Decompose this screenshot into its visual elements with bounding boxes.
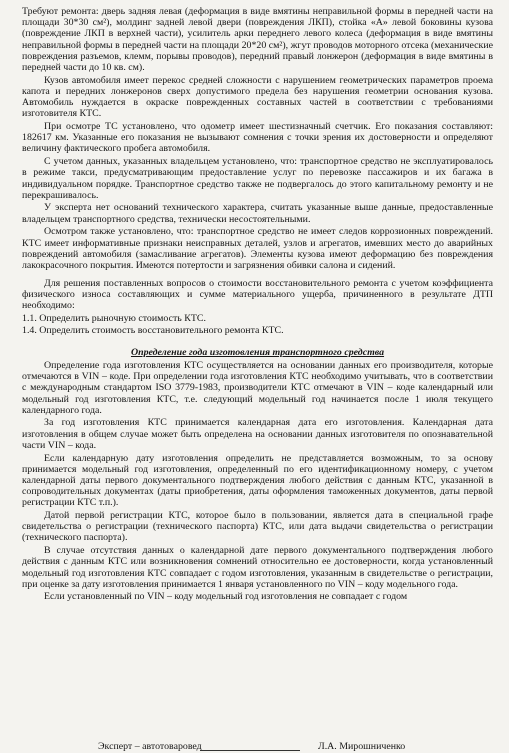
paragraph-calendar-date: За год изготовления КТС принимается календарная дата его изготовления. Календарная дата изготовления в общем случае может быть определена на основании данных изготовителя по опознавательной части VIN – кода. bbox=[22, 417, 493, 451]
paragraph-tasks-intro: Для решения поставленных вопросов о стоимости восстановительного ремонта с учетом коэффициента физического износа составляющих и сумме материального ущерба, причиненного в результате ДТП необходимо: bbox=[22, 277, 493, 312]
paragraph-expert-opinion: У эксперта нет оснований технического характера, считать указанные выше данные, предоставленные владельцем транспортного средства, технически несостоятельными. bbox=[22, 202, 493, 225]
section-title: Определение года изготовления транспортного средства bbox=[130, 347, 385, 359]
expert-role: Эксперт – автотоваровед bbox=[98, 741, 202, 752]
paragraph-model-year: Если календарную дату изготовления определить не представляется возможным, то за основу принимается модельный год изготовления, определенный по его идентификационному номеру, с учетом календарной даты первого документального подтверждения любого действия с данным КТС, указанной в сопроводительных документах (даты приобретения, даты оформления таможенных документов, даты первой регистрации КТС т.п.). bbox=[22, 452, 493, 509]
paragraph-inspection: Осмотром также установлено, что: транспортное средство не имеет следов коррозионных повреждений. КТС имеет информативные признаки неисправных деталей, узлов и агрегатов, имевших место до аварийных повреждений автомобиля (замасливание агрегатов). Элементы кузова имеют деформацию без повреждения лакокрасочного покрытия. Имеются потертости и загрязнения обивки салона и сидений. bbox=[22, 226, 493, 271]
task-list-item: 1.4. Определить стоимость восстановительного ремонта КТС. bbox=[22, 325, 284, 337]
spacer bbox=[22, 338, 493, 347]
paragraph-mismatch-case: Если установленный по VIN – коду модельный год изготовления не совпадает с годом bbox=[44, 591, 408, 603]
signature-footer bbox=[22, 741, 493, 753]
paragraph-first-registration: Датой первой регистрации КТС, которое было в пользовании, является дата в специальной графе свидетельства о регистрации (технического паспорта) КТС, или дата выдачи свидетельства о регистрации (технического паспорта). bbox=[22, 510, 493, 544]
paragraph-no-data-case: В случае отсутствия данных о календарной дате первого документального подтверждения любого действия с данным КТС или возникновения сомнений относительно ее достоверности, когда установленный модельный год изготовления КТС совпадает с годом изготовления, указанным в свидетельстве о регистрации, при оценке за дату изготовления принимается 1 января установленного по VIN – коду модельного года. bbox=[22, 545, 493, 590]
expert-name: Л.А. Мирошниченко bbox=[318, 741, 406, 752]
paragraph-odometer: При осмотре ТС установлено, что одометр имеет шестизначный счетчик. Его показания составляют: 182617 км. Указанные его показания не вызывают сомнения с точки зрения их достоверности и определяют величину фактического пробега автомобиля. bbox=[22, 121, 493, 155]
paragraph-year-definition: Определение года изготовления КТС осуществляется на основании данных его производителя, которые отмечаются в VIN – коде. При определении года изготовления КТС необходимо учитывать, что в соответствии с международным стандартом ISO 3779-1983, производители КТС отмечают в VIN – коде календарный или модельный год изготовления КТС, т.е. следующий модельный год начинается после 1 июля текущего календарного года. bbox=[22, 359, 493, 416]
paragraph-damage-list: Требуют ремонта: дверь задняя левая (деформация в виде вмятины неправильной формы в передней части на площади 30*30 см²), молдинг задней левой двери (повреждения ЛКП), стойка «А» левой боковины кузова (повреждение ЛКП в верхней части), усилитель арки переднего левого колеса (деформация в виде вмятины неправильной формы в передней части на площади 20*20 см²), жгут проводов моторного отсека (механические повреждения разъемов, клемм, порывы проводов), передний правый лонжерон (деформация в виде вмятины в передней части до 10 кв. см). bbox=[22, 6, 493, 74]
task-list-item: 1.1. Определить рыночную стоимость КТС. bbox=[22, 312, 206, 324]
paragraph-owner-data: С учетом данных, указанных владельцем установлено, что: транспортное средство не эксплуатировалось в режиме такси, предусматривающим предоставление услуг по перевозке пассажиров и их багажа в индивидуальном порядке. Транспортное средство также не подвергалось до этого капитальному ремонту и не перекрашивалось. bbox=[22, 156, 493, 201]
signature-line bbox=[200, 750, 300, 751]
paragraph-body-geometry: Кузов автомобиля имеет перекос средней сложности с нарушением геометрических параметров проема капота и передних лонжеронов сверх допустимого предела без нарушения геометрии основания кузова. Автомобиль нуждается в окраске поврежденных составных частей в соответствии с требованиями изготовителя КТС. bbox=[22, 74, 493, 120]
